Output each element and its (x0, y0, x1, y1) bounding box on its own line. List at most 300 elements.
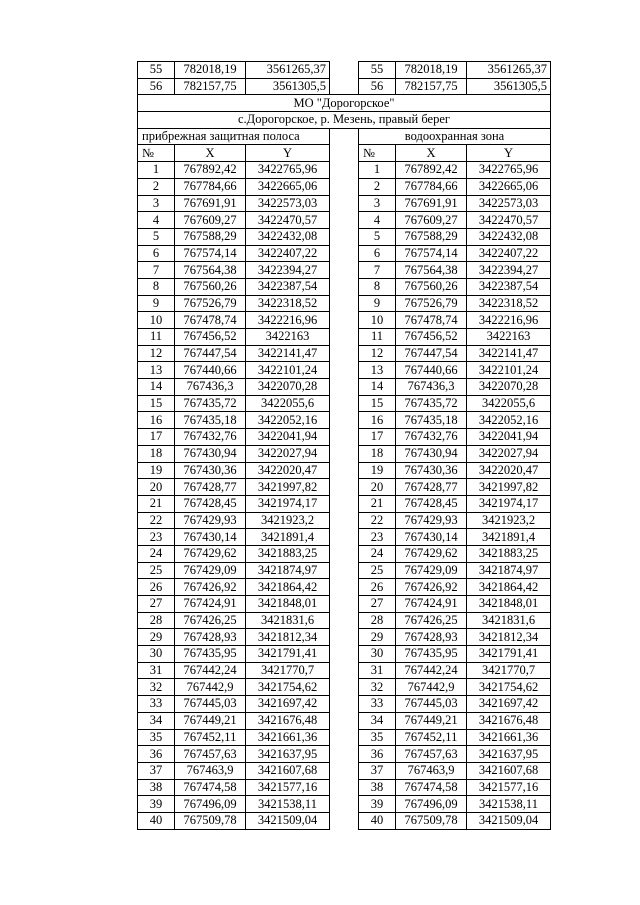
point-number: 28 (359, 612, 396, 629)
point-number: 10 (359, 312, 396, 329)
coordinate-x: 767456,52 (175, 329, 246, 346)
coordinate-y: 3422765,96 (246, 162, 330, 179)
column-gap (330, 562, 359, 579)
coordinate-y: 3422394,27 (246, 262, 330, 279)
coordinate-y: 3421891,4 (467, 529, 551, 546)
point-number: 14 (359, 379, 396, 396)
point-number: 35 (359, 729, 396, 746)
coordinate-y: 3421883,25 (246, 545, 330, 562)
point-number: 29 (138, 629, 175, 646)
coordinate-y: 3421891,4 (246, 529, 330, 546)
coordinate-x: 767426,92 (175, 579, 246, 596)
table-row (138, 495, 551, 512)
column-gap (330, 712, 359, 729)
point-number: 24 (138, 545, 175, 562)
coordinate-y: 3422387,54 (467, 278, 551, 295)
coordinate-x: 767609,27 (175, 212, 246, 229)
coordinate-y: 3422318,52 (246, 295, 330, 312)
coordinate-y: 3422101,24 (467, 362, 551, 379)
point-number: 13 (138, 362, 175, 379)
table-row (138, 295, 551, 312)
coordinate-y: 3422432,08 (467, 228, 551, 245)
coordinate-y: 3422407,22 (246, 245, 330, 262)
header-x: X (396, 145, 467, 162)
coordinate-y: 3422052,16 (246, 412, 330, 429)
column-gap (330, 612, 359, 629)
coordinate-x: 767429,09 (396, 562, 467, 579)
coordinate-y: 3422665,06 (246, 178, 330, 195)
coordinate-y: 3422318,52 (467, 295, 551, 312)
coordinate-x: 767478,74 (175, 312, 246, 329)
point-number: 23 (138, 529, 175, 546)
coordinate-x: 767691,91 (175, 195, 246, 212)
section-title-right: водоохранная зона (359, 128, 551, 145)
point-number: 35 (138, 729, 175, 746)
coordinate-y: 3422407,22 (467, 245, 551, 262)
coordinate-x: 767560,26 (396, 278, 467, 295)
column-gap (330, 779, 359, 796)
table-row (138, 162, 551, 179)
table-row (138, 462, 551, 479)
table-row (138, 429, 551, 446)
coordinate-x: 767430,94 (175, 445, 246, 462)
table-row (138, 696, 551, 713)
column-gap (330, 462, 359, 479)
point-number: 12 (359, 345, 396, 362)
coordinate-y: 3421997,82 (246, 479, 330, 496)
coordinate-y: 3421637,95 (246, 746, 330, 763)
point-number: 30 (138, 646, 175, 663)
coordinate-y: 3422101,24 (246, 362, 330, 379)
coordinate-x: 767436,3 (396, 379, 467, 396)
point-number: 32 (359, 679, 396, 696)
column-gap (330, 762, 359, 779)
coordinate-y: 3421538,11 (467, 796, 551, 813)
coordinate-x: 767430,14 (396, 529, 467, 546)
point-number: 21 (138, 495, 175, 512)
table-row (138, 445, 551, 462)
point-number: 26 (359, 579, 396, 596)
coordinate-x: 767445,03 (175, 696, 246, 713)
coordinate-x: 767526,79 (396, 295, 467, 312)
coordinate-y: 3422070,28 (246, 379, 330, 396)
column-gap (330, 529, 359, 546)
coordinate-x: 767478,74 (396, 312, 467, 329)
column-gap (330, 395, 359, 412)
column-gap (330, 212, 359, 229)
point-number: 29 (359, 629, 396, 646)
coordinate-x: 767588,29 (175, 228, 246, 245)
coordinate-y: 3422665,06 (467, 178, 551, 195)
coordinate-x: 767435,18 (175, 412, 246, 429)
coordinate-y: 3421791,41 (246, 646, 330, 663)
column-gap (330, 262, 359, 279)
coordinate-x: 767430,14 (175, 529, 246, 546)
column-gap (330, 512, 359, 529)
column-gap (330, 579, 359, 596)
coordinate-x: 767430,94 (396, 445, 467, 462)
point-number: 19 (138, 462, 175, 479)
coordinate-y: 3421864,42 (467, 579, 551, 596)
coordinate-y: 3422041,94 (246, 429, 330, 446)
column-gap (330, 145, 359, 162)
coordinate-x: 767432,76 (396, 429, 467, 446)
point-number: 6 (138, 245, 175, 262)
point-number: 30 (359, 646, 396, 663)
point-number: 11 (359, 329, 396, 346)
coordinate-y: 3561305,5 (246, 78, 330, 95)
coordinate-y: 3421923,2 (246, 512, 330, 529)
municipality-title: МО "Дорогорское" (138, 95, 551, 112)
point-number: 34 (359, 712, 396, 729)
point-number: 7 (359, 262, 396, 279)
coordinate-x: 767456,52 (396, 329, 467, 346)
coordinates-table-body (138, 62, 551, 830)
coordinate-x: 767452,11 (175, 729, 246, 746)
coordinate-y: 3421831,6 (246, 612, 330, 629)
coordinate-x: 767440,66 (175, 362, 246, 379)
point-number: 15 (359, 395, 396, 412)
column-gap (330, 796, 359, 813)
coordinate-y: 3421770,7 (246, 662, 330, 679)
coordinate-x: 767435,18 (396, 412, 467, 429)
coordinate-x: 767609,27 (396, 212, 467, 229)
coordinate-y: 3421812,34 (246, 629, 330, 646)
coordinate-y: 3421812,34 (467, 629, 551, 646)
point-number: 26 (138, 579, 175, 596)
column-gap (330, 545, 359, 562)
point-number: 4 (359, 212, 396, 229)
coordinate-y: 3421923,2 (467, 512, 551, 529)
coordinates-table (137, 61, 551, 830)
coordinate-x: 767691,91 (396, 195, 467, 212)
point-number: 8 (138, 278, 175, 295)
coordinate-y: 3422216,96 (467, 312, 551, 329)
point-number: 6 (359, 245, 396, 262)
coordinate-x: 767892,42 (396, 162, 467, 179)
table-row (138, 712, 551, 729)
column-gap (330, 429, 359, 446)
coordinate-y: 3421997,82 (467, 479, 551, 496)
coordinate-y: 3422041,94 (467, 429, 551, 446)
point-number: 40 (138, 812, 175, 829)
coordinate-y: 3421848,01 (246, 596, 330, 613)
coordinate-y: 3422020,47 (246, 462, 330, 479)
coordinate-x: 767509,78 (175, 812, 246, 829)
coordinate-x: 767892,42 (175, 162, 246, 179)
coordinate-x: 767429,93 (175, 512, 246, 529)
column-gap (330, 746, 359, 763)
point-number: 1 (138, 162, 175, 179)
coordinate-x: 767428,93 (175, 629, 246, 646)
coordinate-x: 767496,09 (175, 796, 246, 813)
point-number: 9 (359, 295, 396, 312)
table-row (138, 345, 551, 362)
header-x: X (175, 145, 246, 162)
coordinate-y: 3421509,04 (246, 812, 330, 829)
coordinate-x: 767574,14 (396, 245, 467, 262)
coordinate-y: 3421974,17 (467, 495, 551, 512)
point-number: 9 (138, 295, 175, 312)
column-gap (330, 329, 359, 346)
coordinate-y: 3421637,95 (467, 746, 551, 763)
coordinate-x: 767449,21 (175, 712, 246, 729)
table-row (138, 245, 551, 262)
coordinate-x: 767435,95 (396, 646, 467, 663)
coordinate-y: 3421864,42 (246, 579, 330, 596)
header-y: Y (246, 145, 330, 162)
coordinate-y: 3422765,96 (467, 162, 551, 179)
column-gap (330, 178, 359, 195)
point-number: 3 (359, 195, 396, 212)
coordinate-y: 3421883,25 (467, 545, 551, 562)
table-row (138, 62, 551, 79)
coordinate-y: 3422055,6 (246, 395, 330, 412)
coordinate-x: 767428,93 (396, 629, 467, 646)
point-number: 17 (138, 429, 175, 446)
point-number: 2 (359, 178, 396, 195)
coordinate-y: 3421509,04 (467, 812, 551, 829)
coordinate-y: 3422394,27 (467, 262, 551, 279)
point-number: 12 (138, 345, 175, 362)
point-number: 55 (359, 62, 396, 79)
coordinate-x: 767588,29 (396, 228, 467, 245)
coordinate-x: 767474,58 (175, 779, 246, 796)
coordinate-y: 3422052,16 (467, 412, 551, 429)
coordinate-y: 3561265,37 (467, 62, 551, 79)
point-number: 16 (359, 412, 396, 429)
coordinate-x: 782157,75 (396, 78, 467, 95)
table-row (138, 178, 551, 195)
point-number: 40 (359, 812, 396, 829)
point-number: 11 (138, 329, 175, 346)
point-number: 38 (138, 779, 175, 796)
table-row (138, 412, 551, 429)
point-number: 8 (359, 278, 396, 295)
coordinate-y: 3421874,97 (246, 562, 330, 579)
point-number: 25 (359, 562, 396, 579)
coordinate-x: 767442,24 (175, 662, 246, 679)
point-number: 31 (359, 662, 396, 679)
point-number: 38 (359, 779, 396, 796)
table-row (138, 812, 551, 829)
column-gap (330, 662, 359, 679)
table-row (138, 312, 551, 329)
coordinate-y: 3561305,5 (467, 78, 551, 95)
table-row (138, 329, 551, 346)
coordinate-x: 767428,45 (396, 495, 467, 512)
column-gap (330, 345, 359, 362)
coordinate-y: 3421754,62 (467, 679, 551, 696)
coordinate-y: 3422027,94 (467, 445, 551, 462)
point-number: 16 (138, 412, 175, 429)
point-number: 33 (359, 696, 396, 713)
column-gap (330, 195, 359, 212)
column-gap (330, 646, 359, 663)
coordinate-x: 782018,19 (396, 62, 467, 79)
point-number: 56 (138, 78, 175, 95)
coordinate-x: 767509,78 (396, 812, 467, 829)
table-row (138, 278, 551, 295)
column-gap (330, 78, 359, 95)
point-number: 39 (359, 796, 396, 813)
point-number: 14 (138, 379, 175, 396)
coordinate-y: 3422020,47 (467, 462, 551, 479)
coordinate-y: 3422573,03 (246, 195, 330, 212)
table-row (138, 95, 551, 112)
coordinate-x: 767424,91 (396, 596, 467, 613)
coordinate-y: 3422027,94 (246, 445, 330, 462)
table-row (138, 646, 551, 663)
table-row (138, 762, 551, 779)
coordinate-y: 3422163 (246, 329, 330, 346)
point-number: 56 (359, 78, 396, 95)
coordinate-x: 767424,91 (175, 596, 246, 613)
column-gap (330, 596, 359, 613)
coordinate-y: 3421676,48 (467, 712, 551, 729)
coordinate-y: 3422387,54 (246, 278, 330, 295)
coordinate-y: 3422141,47 (246, 345, 330, 362)
header-number: № (359, 145, 396, 162)
coordinate-y: 3421831,6 (467, 612, 551, 629)
coordinate-y: 3421770,7 (467, 662, 551, 679)
coordinate-y: 3422070,28 (467, 379, 551, 396)
table-row (138, 379, 551, 396)
coordinate-x: 767442,9 (175, 679, 246, 696)
table-row (138, 395, 551, 412)
coordinate-x: 767442,9 (396, 679, 467, 696)
coordinate-y: 3422141,47 (467, 345, 551, 362)
point-number: 23 (359, 529, 396, 546)
point-number: 28 (138, 612, 175, 629)
coordinate-y: 3421661,36 (246, 729, 330, 746)
point-number: 4 (138, 212, 175, 229)
table-row (138, 479, 551, 496)
coordinate-y: 3422432,08 (246, 228, 330, 245)
table-row (138, 562, 551, 579)
coordinate-y: 3422470,57 (467, 212, 551, 229)
point-number: 2 (138, 178, 175, 195)
point-number: 17 (359, 429, 396, 446)
coordinate-x: 767447,54 (396, 345, 467, 362)
table-row (138, 195, 551, 212)
coordinate-x: 767428,77 (175, 479, 246, 496)
table-row (138, 662, 551, 679)
coordinate-x: 767430,36 (175, 462, 246, 479)
column-gap (330, 128, 359, 145)
point-number: 31 (138, 662, 175, 679)
table-row (138, 78, 551, 95)
coordinate-x: 767564,38 (175, 262, 246, 279)
table-row (138, 545, 551, 562)
column-gap (330, 228, 359, 245)
coordinate-x: 767435,72 (175, 395, 246, 412)
header-y: Y (467, 145, 551, 162)
table-row (138, 596, 551, 613)
point-number: 27 (359, 596, 396, 613)
location-title: с.Дорогорское, р. Мезень, правый берег (138, 112, 551, 129)
coordinate-x: 767452,11 (396, 729, 467, 746)
column-gap (330, 679, 359, 696)
coordinate-x: 767463,9 (175, 762, 246, 779)
coordinate-y: 3421697,42 (467, 696, 551, 713)
coordinate-x: 767574,14 (175, 245, 246, 262)
point-number: 5 (359, 228, 396, 245)
column-gap (330, 362, 359, 379)
coordinate-x: 767449,21 (396, 712, 467, 729)
table-row (138, 779, 551, 796)
coordinate-x: 767447,54 (175, 345, 246, 362)
coordinate-y: 3561265,37 (246, 62, 330, 79)
point-number: 22 (359, 512, 396, 529)
coordinate-y: 3421607,68 (246, 762, 330, 779)
table-row (138, 512, 551, 529)
point-number: 55 (138, 62, 175, 79)
coordinate-x: 767457,63 (396, 746, 467, 763)
table-header-row (138, 145, 551, 162)
point-number: 33 (138, 696, 175, 713)
coordinate-x: 767429,62 (175, 545, 246, 562)
table-row (138, 629, 551, 646)
point-number: 1 (359, 162, 396, 179)
coordinate-x: 767445,03 (396, 696, 467, 713)
column-gap (330, 629, 359, 646)
coordinate-x: 767564,38 (396, 262, 467, 279)
coordinate-y: 3421661,36 (467, 729, 551, 746)
point-number: 32 (138, 679, 175, 696)
coordinate-y: 3421607,68 (467, 762, 551, 779)
point-number: 37 (138, 762, 175, 779)
coordinate-x: 767784,66 (175, 178, 246, 195)
table-row (138, 729, 551, 746)
table-row (138, 212, 551, 229)
column-gap (330, 278, 359, 295)
column-gap (330, 696, 359, 713)
header-number: № (138, 145, 175, 162)
column-gap (330, 479, 359, 496)
coordinate-y: 3421676,48 (246, 712, 330, 729)
coordinate-y: 3422573,03 (467, 195, 551, 212)
coordinate-x: 767430,36 (396, 462, 467, 479)
coordinate-x: 767426,92 (396, 579, 467, 596)
point-number: 18 (138, 445, 175, 462)
coordinate-y: 3421577,16 (246, 779, 330, 796)
coordinate-x: 767429,93 (396, 512, 467, 529)
coordinate-x: 767436,3 (175, 379, 246, 396)
table-row (138, 112, 551, 129)
point-number: 24 (359, 545, 396, 562)
table-row (138, 128, 551, 145)
table-row (138, 679, 551, 696)
table-row (138, 529, 551, 546)
coordinate-x: 767426,25 (396, 612, 467, 629)
coordinate-y: 3421874,97 (467, 562, 551, 579)
table-row (138, 228, 551, 245)
coordinate-y: 3421577,16 (467, 779, 551, 796)
coordinate-x: 767442,24 (396, 662, 467, 679)
column-gap (330, 379, 359, 396)
coordinate-y: 3422470,57 (246, 212, 330, 229)
column-gap (330, 495, 359, 512)
column-gap (330, 62, 359, 79)
point-number: 36 (359, 746, 396, 763)
coordinate-x: 767440,66 (396, 362, 467, 379)
coordinate-x: 767435,72 (396, 395, 467, 412)
coordinate-y: 3422216,96 (246, 312, 330, 329)
coordinate-y: 3422163 (467, 329, 551, 346)
coordinate-x: 767496,09 (396, 796, 467, 813)
column-gap (330, 245, 359, 262)
